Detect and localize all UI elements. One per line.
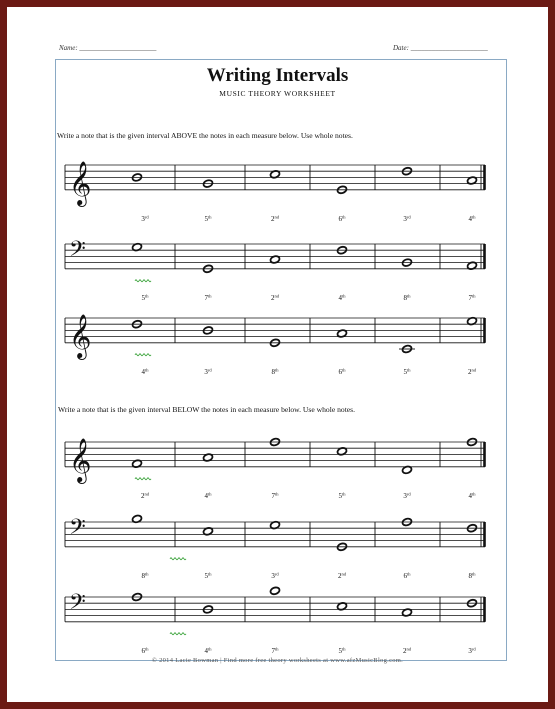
green-squiggle <box>135 478 151 480</box>
interval-label: 4th <box>468 214 476 223</box>
interval-label: 3rd <box>271 571 279 580</box>
final-barline-thick <box>483 244 486 269</box>
staff-6 <box>65 586 486 654</box>
interval-label: 5th <box>338 646 346 655</box>
interval-label: 8th <box>403 293 411 302</box>
interval-label: 4th <box>338 293 346 302</box>
staves-canvas <box>7 7 548 702</box>
final-barline-thick <box>483 597 486 622</box>
interval-label: 2nd <box>338 571 346 580</box>
interval-label: 5th <box>338 491 346 500</box>
green-squiggle <box>135 354 151 356</box>
copyright-footer: © 2014 Lacie Bowman | Find more free theory worksheets at www.afzMusicBlog.com. <box>151 657 404 664</box>
green-squiggle <box>135 280 151 282</box>
interval-label: 3rd <box>141 214 149 223</box>
interval-label: 4th <box>204 646 212 655</box>
interval-label: 8th <box>468 571 476 580</box>
interval-label: 8th <box>271 367 279 376</box>
bass-clef-icon: 𝄢 <box>69 515 86 546</box>
page-subtitle: MUSIC THEORY WORKSHEET <box>219 89 336 98</box>
staff-3 <box>65 314 486 376</box>
instruction-above: Write a note that is the given interval ABOVE the notes in each measure below. Use whole notes. <box>57 131 353 140</box>
final-barline-thick <box>483 318 486 343</box>
bass-clef-icon: 𝄢 <box>69 237 86 268</box>
interval-label: 3rd <box>403 214 411 223</box>
interval-label: 5th <box>403 367 411 376</box>
green-squiggle <box>170 633 186 635</box>
final-barline-thick <box>483 522 486 547</box>
interval-label: 7th <box>204 293 212 302</box>
interval-label: 8th <box>141 571 149 580</box>
interval-label: 5th <box>204 571 212 580</box>
name-field-label: Name: ______________________ <box>59 44 157 52</box>
interval-label: 5th <box>141 293 149 302</box>
whole-note <box>270 586 281 595</box>
interval-label: 5th <box>204 214 212 223</box>
interval-label: 7th <box>468 293 476 302</box>
treble-clef-icon: 𝄞 <box>69 437 92 482</box>
interval-label: 2nd <box>141 491 149 500</box>
interval-label: 2nd <box>271 293 279 302</box>
staff-4 <box>65 438 486 500</box>
date-field-label: Date: ______________________ <box>393 44 488 52</box>
interval-label: 7th <box>271 646 279 655</box>
interval-label: 3rd <box>204 367 212 376</box>
interval-label: 3rd <box>403 491 411 500</box>
staff-1 <box>65 161 486 223</box>
worksheet-page <box>7 7 548 702</box>
final-barline-thick <box>483 165 486 190</box>
interval-label: 6th <box>403 571 411 580</box>
bass-clef-icon: 𝄢 <box>69 590 86 621</box>
interval-label: 7th <box>271 491 279 500</box>
staff-5 <box>65 514 486 579</box>
instruction-below: Write a note that is the given interval BELOW the notes in each measure below. Use whole notes. <box>58 405 356 414</box>
staff-2 <box>65 237 486 302</box>
final-barline-thick <box>483 442 486 467</box>
interval-label: 3rd <box>468 646 476 655</box>
interval-label: 4th <box>141 367 149 376</box>
treble-clef-icon: 𝄞 <box>69 160 92 205</box>
green-squiggle <box>170 558 186 560</box>
interval-label: 6th <box>338 367 346 376</box>
page-title: Writing Intervals <box>206 65 349 86</box>
interval-label: 4th <box>204 491 212 500</box>
interval-label: 6th <box>338 214 346 223</box>
interval-label: 2nd <box>468 367 476 376</box>
interval-label: 2nd <box>271 214 279 223</box>
interval-label: 2nd <box>403 646 411 655</box>
interval-label: 6th <box>141 646 149 655</box>
treble-clef-icon: 𝄞 <box>69 313 92 358</box>
interval-label: 4th <box>468 491 476 500</box>
